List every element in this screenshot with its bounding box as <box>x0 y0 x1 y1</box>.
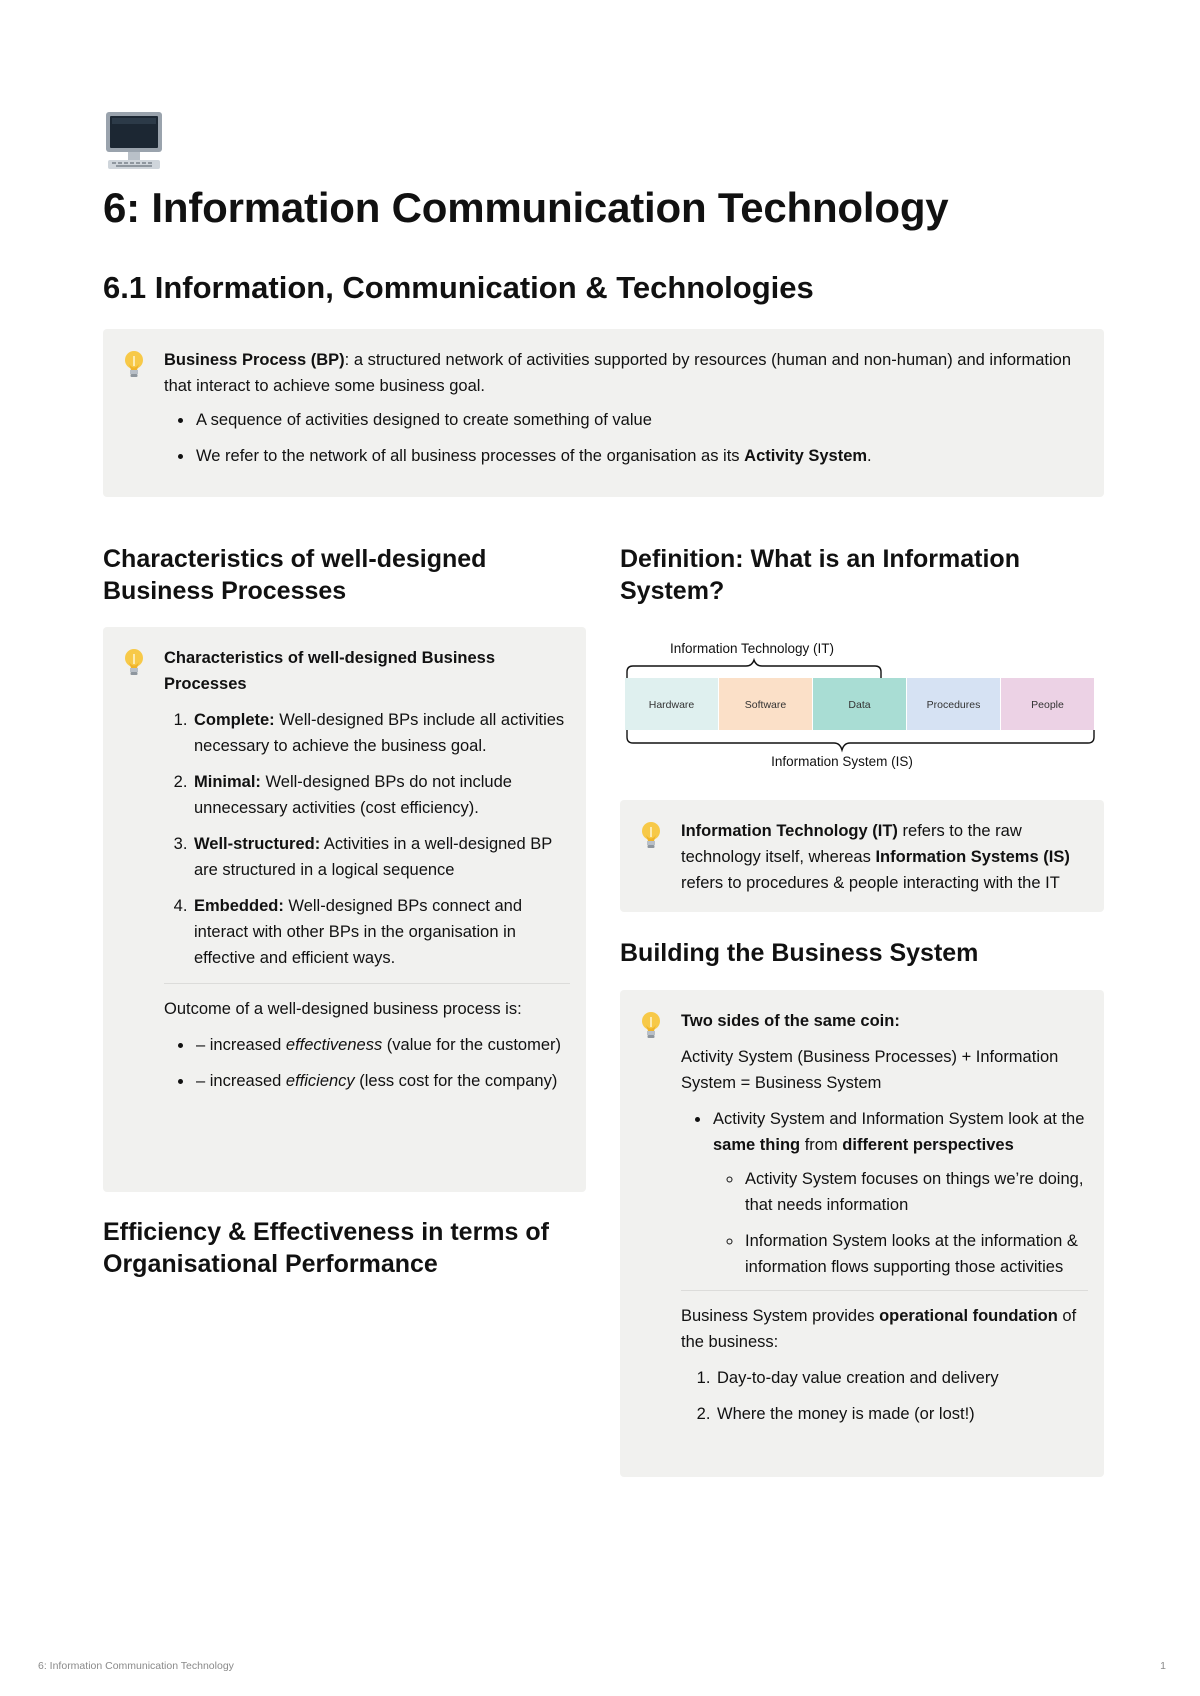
list-item: ◦ Information System looks at the information & information flows supporting those activities <box>743 1228 1088 1280</box>
lightbulb-icon <box>123 349 145 381</box>
it-is-text: Information Technology (IT) refers to the raw technology itself, whereas Information Systems (IS) refers to procedures & people interacting with the IT <box>681 822 1070 892</box>
characteristics-list <box>192 707 570 971</box>
it-label: Information Technology (IT) <box>669 641 835 656</box>
footer-title: 6: Information Communication Technology <box>38 1660 234 1672</box>
characteristics-callout <box>103 627 586 1192</box>
lightbulb-icon <box>640 820 662 852</box>
information-system-diagram <box>622 640 1102 780</box>
people-label: People <box>1031 699 1064 711</box>
lightbulb-icon <box>640 1010 662 1042</box>
software-label: Software <box>744 699 787 711</box>
building-callout <box>620 990 1104 1477</box>
list-item: • Activity System and Information System look at the same thing from different perspectives ◦ Activity System focuses on things we’re doing, that needs information ◦ Information System looks at the information & information flows supporting those activities <box>711 1106 1088 1280</box>
callout-title: Characteristics of well-designed Business Processes <box>164 649 496 693</box>
page-number: 1 <box>1160 1660 1166 1672</box>
desktop-computer-icon <box>104 110 164 172</box>
list-item: • We refer to the network of all business processes of the organisation as its Activity System. <box>194 443 1088 469</box>
callout-title: Two sides of the same coin: <box>681 1012 900 1030</box>
is-label: Information System (IS) <box>771 754 913 769</box>
outcome-intro: Outcome of a well-designed business process is: <box>164 1000 522 1018</box>
efficiency-heading: Efficiency & Effectiveness in terms of Organisational Performance <box>103 1218 549 1278</box>
characteristics-heading: Characteristics of well-designed Business Processes <box>103 545 487 605</box>
list-item: • – increased effectiveness (value for the customer) <box>194 1032 570 1058</box>
list-item: • A sequence of activities designed to create something of value <box>194 407 1088 433</box>
bp-definition: Business Process (BP): a structured network of activities supported by resources (human and non-human) and information that interact to achieve some business goal. <box>164 351 1072 395</box>
it-brace <box>627 660 881 680</box>
foundation-list <box>715 1365 1088 1427</box>
business-process-callout <box>103 329 1104 497</box>
hardware-label: Hardware <box>648 699 695 711</box>
bp-bullets <box>194 407 1088 469</box>
list-item: 4. Embedded: Well-designed BPs connect and interact with other BPs in the organisation in effective and efficient ways. <box>192 893 570 971</box>
lightbulb-icon <box>123 647 145 679</box>
foundation-text: Business System provides operational foundation of the business: <box>681 1307 1077 1351</box>
outcome-list <box>194 1032 570 1094</box>
page-title: 6: Information Communication Technology <box>103 184 949 231</box>
data-label: Data <box>848 699 871 711</box>
list-item: • – increased efficiency (less cost for the company) <box>194 1068 570 1094</box>
section-title: 6.1 Information, Communication & Technologies <box>103 270 814 305</box>
is-brace <box>627 730 1094 750</box>
sub-list <box>743 1166 1088 1280</box>
equation: Activity System (Business Processes) + Information System = Business System <box>681 1048 1059 1092</box>
definition-heading: Definition: What is an Information System? <box>620 545 1020 605</box>
it-is-callout <box>620 800 1104 912</box>
perspective-list <box>711 1106 1088 1280</box>
divider <box>681 1290 1088 1291</box>
list-item: 1. Complete: Well-designed BPs include all activities necessary to achieve the business goal. <box>192 707 570 759</box>
procedures-label: Procedures <box>926 699 981 711</box>
diagram-boxes <box>625 678 1094 730</box>
building-heading: Building the Business System <box>620 939 979 967</box>
list-item: ◦ Activity System focuses on things we’re doing, that needs information <box>743 1166 1088 1218</box>
list-item: 2. Where the money is made (or lost!) <box>715 1401 1088 1427</box>
divider <box>164 983 570 984</box>
list-item: 2. Minimal: Well-designed BPs do not include unnecessary activities (cost efficiency). <box>192 769 570 821</box>
list-item: 3. Well-structured: Activities in a well-designed BP are structured in a logical sequence <box>192 831 570 883</box>
list-item: 1. Day-to-day value creation and delivery <box>715 1365 1088 1391</box>
